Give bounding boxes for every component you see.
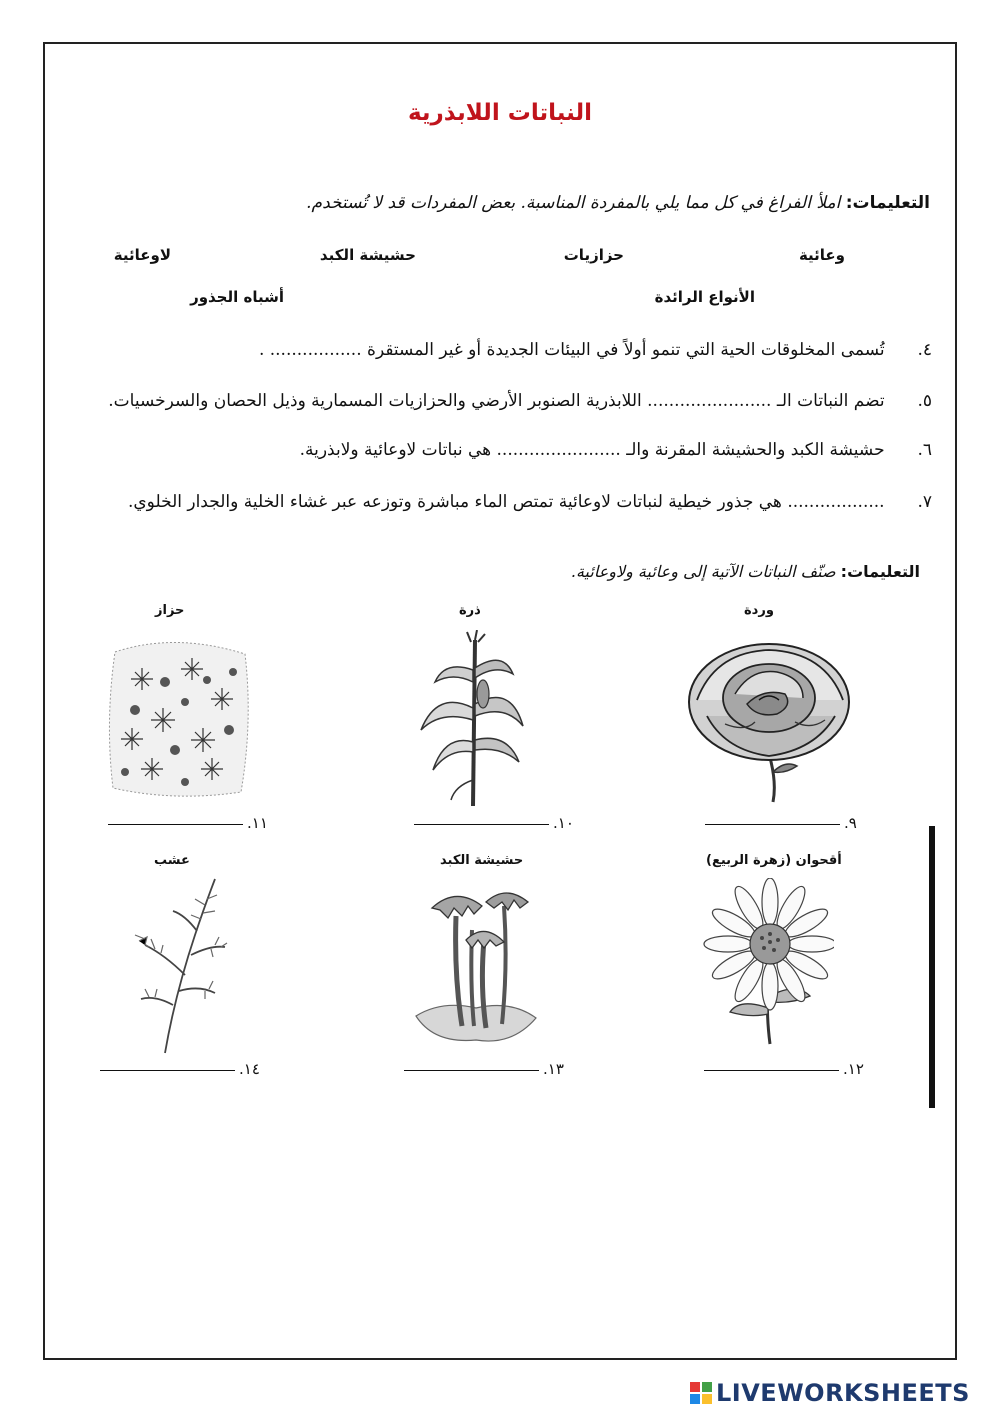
- answer-blank[interactable]: .................: [269, 340, 362, 360]
- answer-number: ١٤.: [239, 1060, 260, 1078]
- instructions-2-text: صنّف النباتات الآتية إلى وعائية ولاوعائية.: [570, 562, 836, 581]
- page-title: النباتات اللابذرية: [407, 100, 593, 126]
- answer-underline[interactable]: [404, 1070, 539, 1071]
- instructions-2: [571, 562, 920, 581]
- answer-line-13[interactable]: [404, 1060, 564, 1078]
- side-bar-divider: [929, 826, 935, 1108]
- question-text-end: .: [258, 340, 265, 360]
- instructions-1: [306, 193, 930, 213]
- question-4: [259, 340, 932, 360]
- answer-underline[interactable]: [100, 1070, 235, 1071]
- daisy-icon: [700, 878, 834, 1046]
- answer-line-10[interactable]: [414, 814, 574, 832]
- plant-label-moss: حزاز: [155, 603, 185, 618]
- question-text: تضم النباتات الـ: [776, 391, 885, 411]
- word-bank-item: حشيشة الكبد: [319, 246, 416, 264]
- word-bank-item: لاوعائية: [113, 246, 171, 264]
- question-number: ٤.: [917, 340, 932, 360]
- answer-number: ٩.: [844, 814, 857, 832]
- instructions-1-text: املأ الفراغ في كل مما يلي بالمفردة المناسبة. بعض المفردات قد لا تُستخدم.: [306, 193, 841, 213]
- rose-icon: [685, 632, 855, 804]
- plant-label-daisy: أقحوان (زهرة الربيع): [706, 853, 842, 868]
- word-bank-item: الأنواع الرائدة: [654, 288, 755, 306]
- question-7: [128, 492, 932, 512]
- word-bank-item: وعائية: [798, 246, 845, 264]
- answer-number: ١٣.: [543, 1060, 564, 1078]
- plant-label-liverwort: حشيشة الكبد: [440, 853, 524, 868]
- plant-label-grass: عشب: [154, 853, 190, 868]
- liveworksheets-logo-icon: [690, 1382, 712, 1404]
- answer-number: ١٢.: [843, 1060, 864, 1078]
- word-bank-item: أشباه الجذور: [190, 288, 284, 306]
- liveworksheets-brand[interactable]: [690, 1379, 970, 1407]
- answer-blank[interactable]: ..................: [787, 492, 885, 512]
- question-text: تُسمى المخلوقات الحية التي تنمو أولاً في البيئات الجديدة أو غير المستقرة: [367, 340, 885, 360]
- plant-label-corn: ذرة: [459, 603, 481, 618]
- answer-underline[interactable]: [704, 1070, 839, 1071]
- answer-underline[interactable]: [108, 824, 243, 825]
- corn-icon: [415, 630, 535, 808]
- answer-line-12[interactable]: [704, 1060, 864, 1078]
- question-6: [300, 440, 932, 460]
- question-text-end: هي نباتات لاوعائية ولابذرية.: [299, 440, 492, 460]
- answer-blank[interactable]: .......................: [647, 391, 772, 411]
- brand-text: LIVEWORKSHEETS: [716, 1379, 970, 1407]
- question-5: [108, 391, 932, 411]
- instructions-1-label: التعليمات:: [845, 193, 930, 213]
- grass-icon: [125, 875, 231, 1055]
- answer-number: ١١.: [247, 814, 268, 832]
- liverwort-icon: [412, 876, 540, 1048]
- question-text: حشيشة الكبد والحشيشة المقرنة والـ: [626, 440, 885, 460]
- answer-number: ١٠.: [553, 814, 574, 832]
- answer-blank[interactable]: .......................: [496, 440, 621, 460]
- question-text-end: اللابذرية الصنوبر الأرضي والحزازيات المسمارية وذيل الحصان والسرخسيات.: [108, 391, 642, 411]
- question-number: ٧.: [917, 492, 932, 512]
- answer-underline[interactable]: [414, 824, 549, 825]
- question-text-end: هي جذور خيطية لنباتات لاوعائية تمتص الماء مباشرة وتوزعه عبر غشاء الخلية والجدار الخلوي.: [127, 492, 782, 512]
- instructions-2-label: التعليمات:: [840, 562, 920, 581]
- answer-line-9[interactable]: [705, 814, 857, 832]
- question-number: ٦.: [917, 440, 932, 460]
- answer-line-11[interactable]: [108, 814, 268, 832]
- moss-icon: [105, 632, 253, 800]
- plant-label-rose: وردة: [744, 603, 774, 618]
- answer-line-14[interactable]: [100, 1060, 260, 1078]
- answer-underline[interactable]: [705, 824, 840, 825]
- word-bank-item: حزازيات: [563, 246, 624, 264]
- question-number: ٥.: [917, 391, 932, 411]
